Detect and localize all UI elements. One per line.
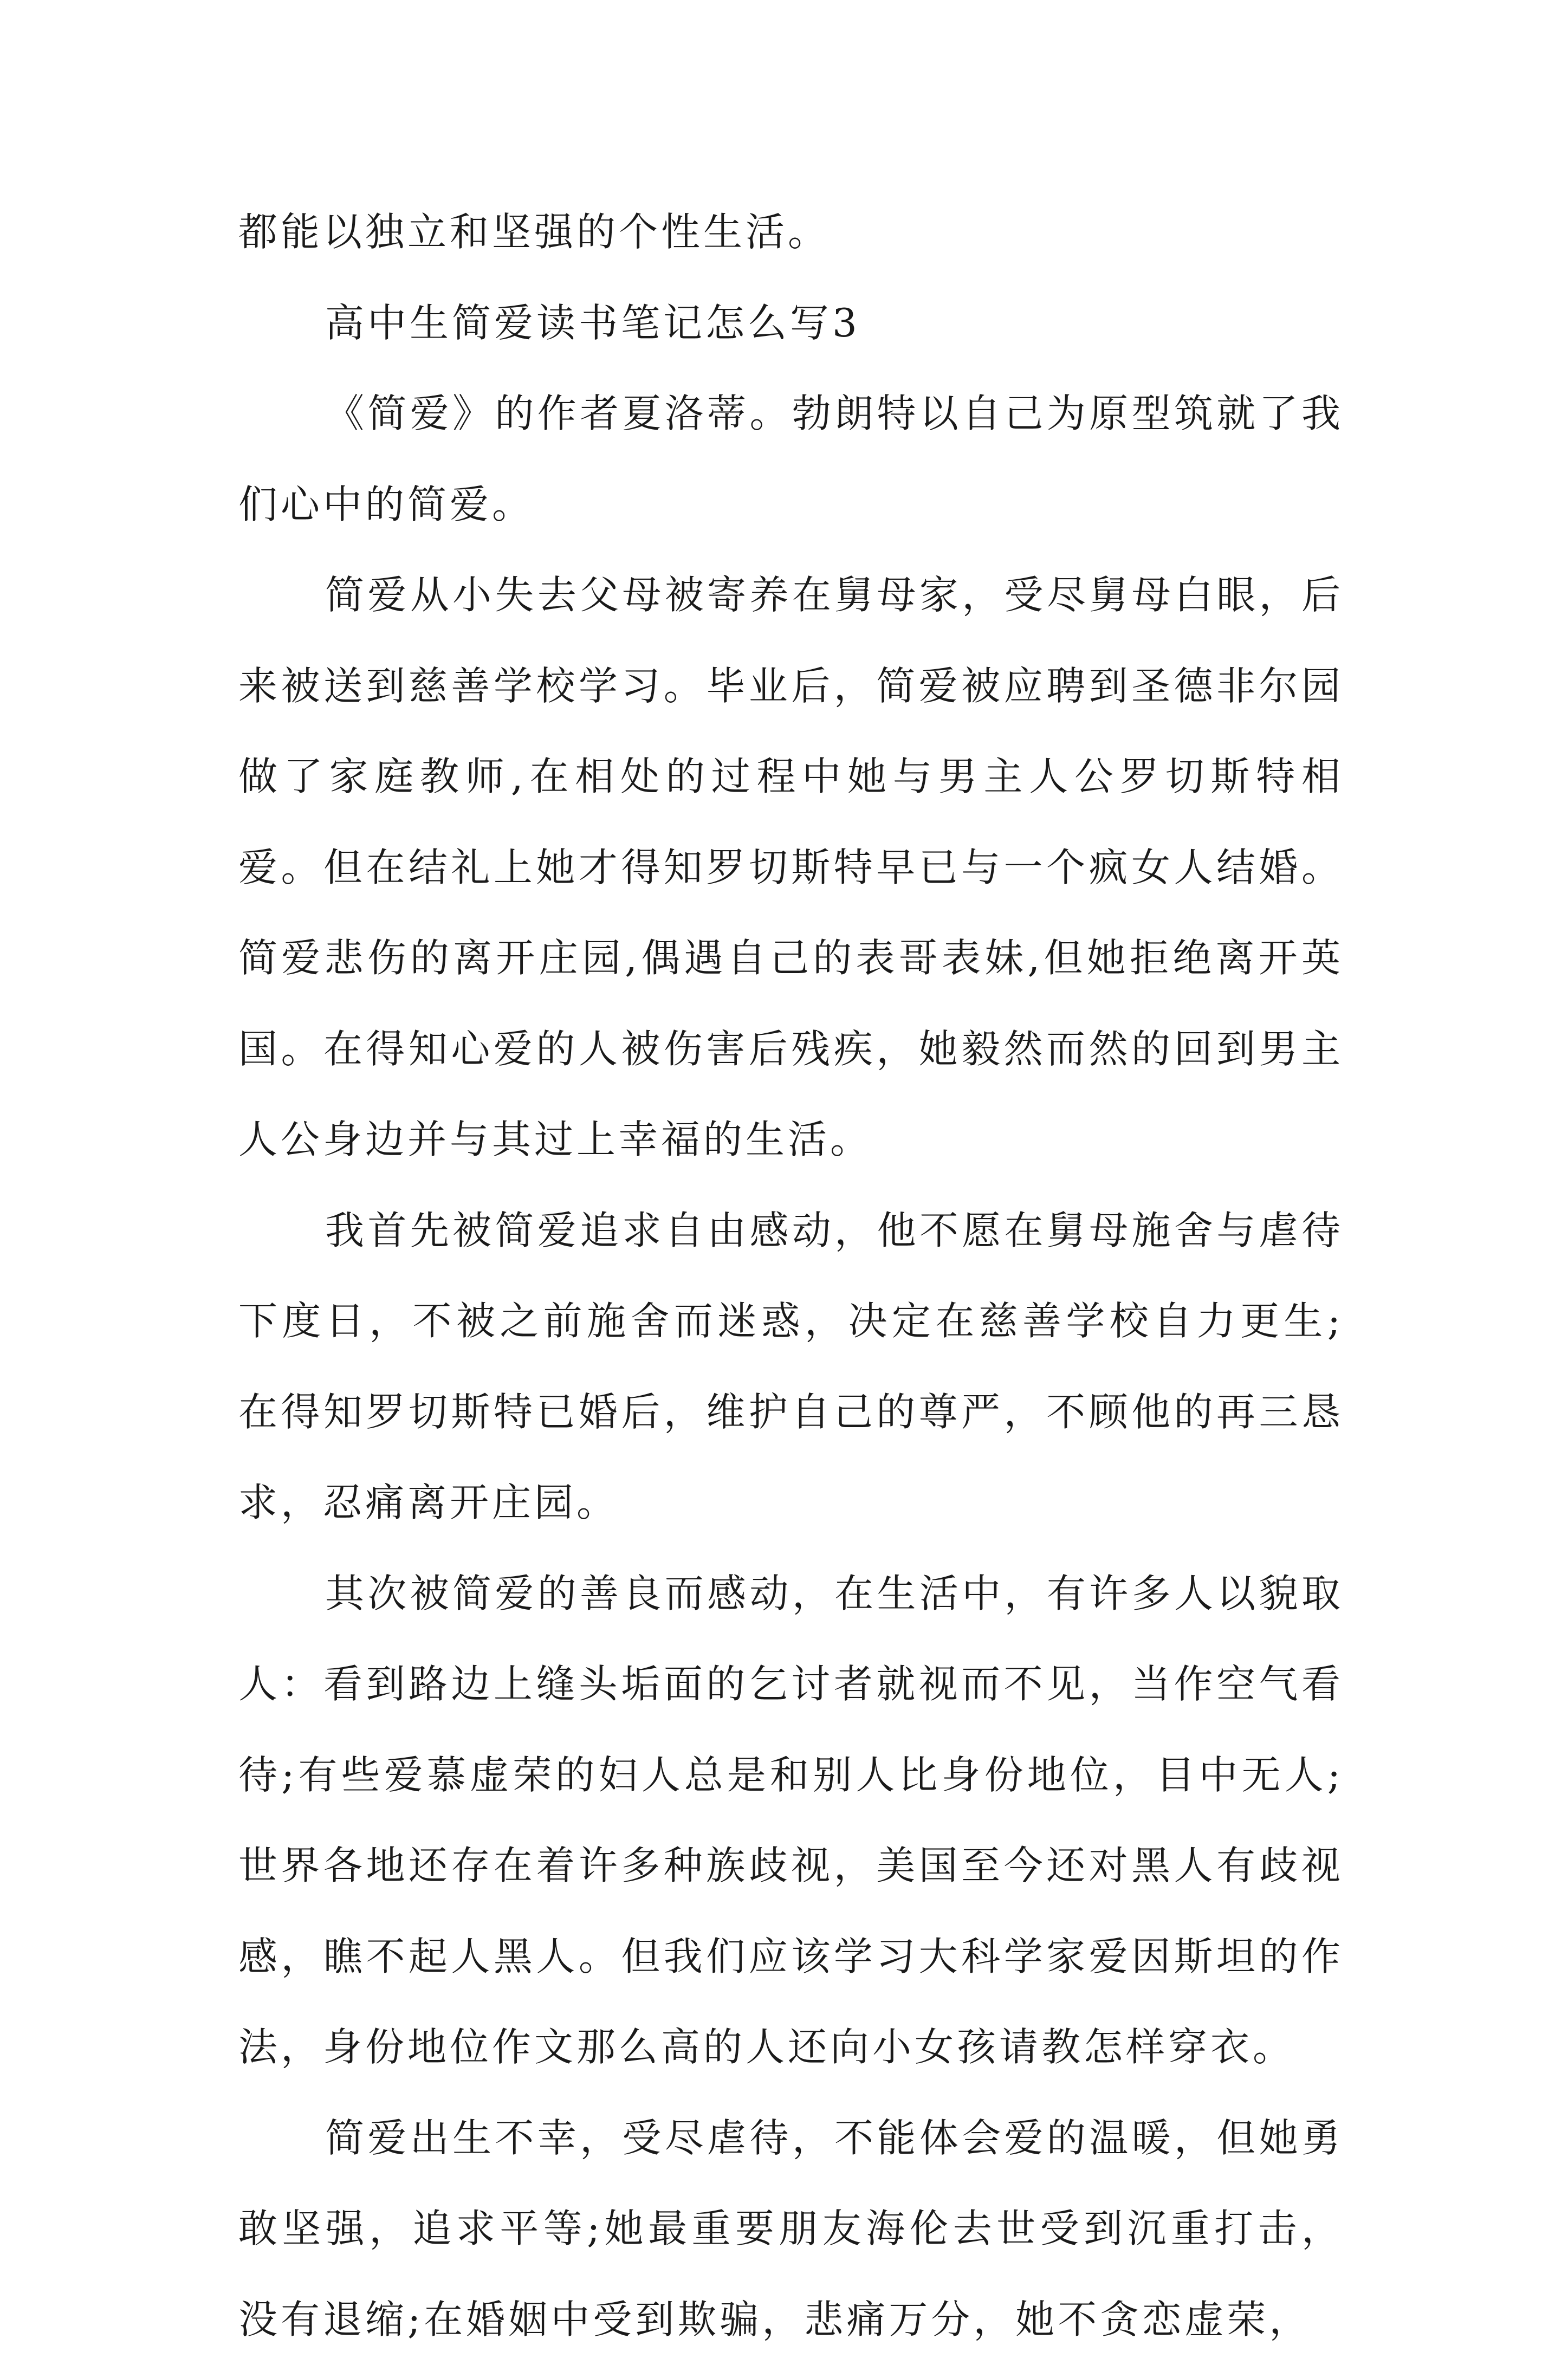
paragraph-1: 都能以独立和坚强的个性生活。 (238, 187, 1344, 278)
paragraph-5: 我首先被简爱追求自由感动，他不愿在舅母施舍与虐待下度日，不被之前施舍而迷惑，决定在慈善学校自力更生;在得知罗切斯特已婚后，维护自己的尊严，不顾他的再三恳求，忍痛离开庄园。 (238, 1185, 1344, 1548)
paragraph-7: 简爱出生不幸，受尽虐待，不能体会爱的温暖，但她勇敢坚强，追求平等;她最重要朋友海伦去世受到沉重打击，没有退缩;在婚姻中受到欺骗，悲痛万分，她不贪恋虚荣， (238, 2093, 1344, 2365)
section-heading: 高中生简爱读书笔记怎么写3 (238, 278, 1344, 369)
document-body (238, 187, 1344, 2365)
paragraph-3: 《简爱》的作者夏洛蒂。勃朗特以自己为原型筑就了我们心中的简爱。 (238, 368, 1344, 550)
paragraph-4: 简爱从小失去父母被寄养在舅母家，受尽舅母白眼，后来被送到慈善学校学习。毕业后，简爱被应聘到圣德非尔园做了家庭教师,在相处的过程中她与男主人公罗切斯特相爱。但在结礼上她才得知罗切斯特早已与一个疯女人结婚。简爱悲伤的离开庄园,偶遇自己的表哥表妹,但她拒绝离开英国。在得知心爱的人被伤害后残疾，她毅然而然的回到男主人公身边并与其过上幸福的生活。 (238, 550, 1344, 1185)
paragraph-6: 其次被简爱的善良而感动，在生活中，有许多人以貌取人：看到路边上缝头垢面的乞讨者就视而不见，当作空气看待;有些爱慕虚荣的妇人总是和别人比身份地位，目中无人;世界各地还存在着许多种族歧视，美国至今还对黑人有歧视感，瞧不起人黑人。但我们应该学习大科学家爱因斯坦的作法，身份地位作文那么高的人还向小女孩请教怎样穿衣。 (238, 1548, 1344, 2093)
